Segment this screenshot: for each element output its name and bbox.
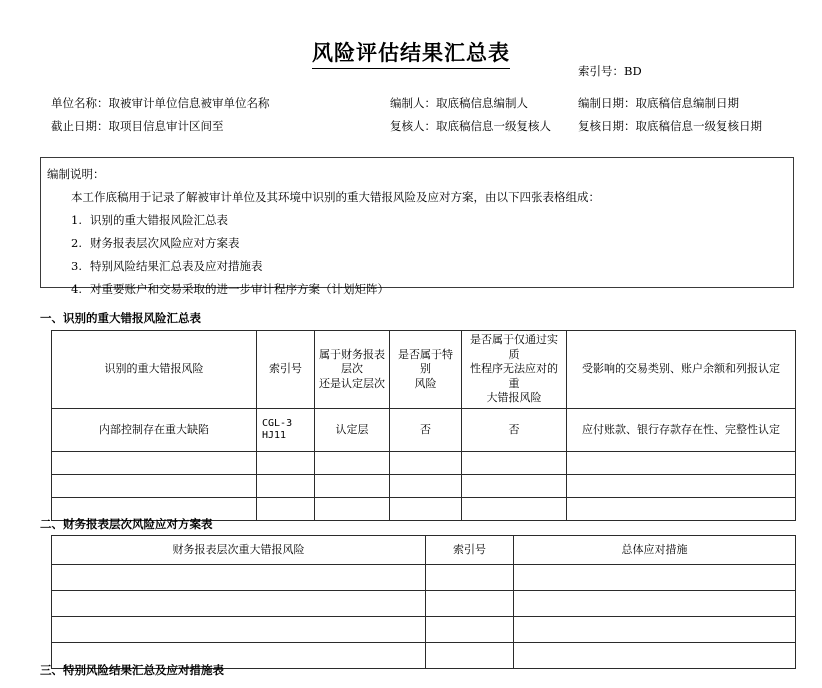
review-date-field: 复核日期：取底稿信息一级复核日期 — [578, 119, 762, 133]
item-number-4: 4. — [71, 282, 82, 296]
preparer-field: 编制人：取底稿信息编制人 — [390, 96, 528, 110]
fs-level-response-table — [51, 535, 796, 669]
col-header-special-risk-line2: 风险 — [414, 376, 437, 390]
preparation-note-item-2 — [71, 235, 793, 251]
table-row — [52, 565, 796, 591]
preparation-note-box — [40, 157, 794, 296]
col-header-substantive-only-line3: 大错报风险 — [486, 391, 542, 404]
col-header-affected: 受影响的交易类别、账户余额和列报认定 — [567, 331, 796, 409]
cell-special-risk[interactable] — [390, 497, 462, 520]
table-header-row — [52, 331, 796, 409]
cell-substantive-only[interactable] — [462, 474, 567, 497]
col-header-risk: 识别的重大错报风险 — [52, 331, 257, 409]
table-row — [52, 408, 796, 451]
cell-affected[interactable] — [567, 497, 796, 520]
cell-level[interactable] — [315, 451, 390, 474]
item-number-1: 1. — [71, 213, 82, 227]
cell-index-line2: HJ11 — [262, 429, 287, 441]
cell-special-risk[interactable] — [390, 474, 462, 497]
preparation-note-heading: 编制说明： — [47, 167, 105, 181]
reviewer-field: 复核人：取底稿信息一级复核人 — [390, 119, 551, 133]
identified-risks-table — [51, 330, 796, 521]
preparation-note-item-3 — [71, 258, 793, 274]
cell-level[interactable]: 认定层 — [315, 408, 390, 451]
deadline-field: 截止日期：取项目信息审计区间至 — [51, 119, 224, 133]
cell-fs-risk[interactable] — [52, 591, 426, 617]
cell-substantive-only[interactable] — [462, 451, 567, 474]
col-header-level-line3: 还是认定层次 — [319, 376, 385, 390]
cell-overall-measure[interactable] — [514, 617, 796, 643]
page-title: 风险评估结果汇总表 — [312, 40, 510, 69]
col-header-special-risk-line1: 是否属于特别 — [398, 347, 453, 375]
title-row — [0, 40, 822, 69]
cell-overall-measure[interactable] — [514, 643, 796, 669]
cell-fs-risk[interactable] — [52, 617, 426, 643]
item-number-3: 3. — [71, 259, 82, 273]
col-header-substantive-only-line1: 是否属于仅通过实质 — [470, 333, 558, 361]
item-text-3: 特别风险结果汇总表及应对措施表 — [90, 259, 263, 273]
item-number-2: 2. — [71, 236, 82, 250]
table-row — [52, 591, 796, 617]
col-header-fs-risk: 财务报表层次重大错报风险 — [52, 536, 426, 565]
col-header-index: 索引号 — [257, 331, 315, 409]
cell-index[interactable] — [426, 617, 514, 643]
cell-special-risk[interactable] — [390, 451, 462, 474]
cell-affected[interactable] — [567, 474, 796, 497]
col-header-index: 索引号 — [426, 536, 514, 565]
cell-special-risk[interactable]: 否 — [390, 408, 462, 451]
col-header-substantive-only-line2: 性程序无法应对的重 — [470, 362, 558, 390]
col-header-level — [315, 331, 390, 409]
cell-index[interactable] — [257, 474, 315, 497]
document-index-number: 索引号：BD — [578, 64, 642, 78]
item-text-2: 财务报表层次风险应对方案表 — [90, 236, 240, 250]
item-text-4: 对重要账户和交易采取的进一步审计程序方案（计划矩阵） — [90, 282, 389, 296]
section-2-heading: 二、财务报表层次风险应对方案表 — [40, 517, 213, 531]
cell-affected[interactable]: 应付账款、银行存款存在性、完整性认定 — [567, 408, 796, 451]
meta-row-2 — [0, 115, 822, 138]
cell-index[interactable] — [426, 643, 514, 669]
cell-index[interactable] — [257, 408, 315, 451]
table-header-row — [52, 536, 796, 565]
cell-overall-measure[interactable] — [514, 591, 796, 617]
cell-index-line1: CGL-3 — [262, 417, 293, 429]
cell-fs-risk[interactable] — [52, 565, 426, 591]
table-row — [52, 474, 796, 497]
cell-substantive-only[interactable]: 否 — [462, 408, 567, 451]
preparation-note-item-4 — [71, 281, 793, 297]
item-text-1: 识别的重大错报风险汇总表 — [90, 213, 228, 227]
cell-risk[interactable]: 内部控制存在重大缺陷 — [52, 408, 257, 451]
cell-index[interactable] — [257, 497, 315, 520]
meta-row-1 — [0, 92, 822, 115]
cell-index[interactable] — [426, 565, 514, 591]
preparation-note-item-1 — [71, 212, 793, 228]
preparation-note-lead: 本工作底稿用于记录了解被审计单位及其环境中识别的重大错报风险及应对方案，由以下四张表格组成： — [71, 190, 600, 204]
table-row — [52, 617, 796, 643]
cell-risk[interactable] — [52, 474, 257, 497]
col-header-level-line2: 层次 — [341, 362, 363, 375]
cell-substantive-only[interactable] — [462, 497, 567, 520]
cell-level[interactable] — [315, 497, 390, 520]
cell-index[interactable] — [426, 591, 514, 617]
col-header-overall-measure: 总体应对措施 — [514, 536, 796, 565]
meta-header — [0, 92, 822, 138]
cell-index[interactable] — [257, 451, 315, 474]
cell-overall-measure[interactable] — [514, 565, 796, 591]
unit-name-field: 单位名称：取被审计单位信息被审单位名称 — [51, 96, 270, 110]
prepare-date-field: 编制日期：取底稿信息编制日期 — [578, 96, 739, 110]
col-header-special-risk — [390, 331, 462, 409]
table-row — [52, 451, 796, 474]
cell-level[interactable] — [315, 474, 390, 497]
section-3-heading: 三、特别风险结果汇总及应对措施表 — [40, 663, 224, 677]
col-header-substantive-only — [462, 331, 567, 409]
cell-affected[interactable] — [567, 451, 796, 474]
section-1-heading: 一、识别的重大错报风险汇总表 — [40, 311, 201, 325]
cell-risk[interactable] — [52, 451, 257, 474]
col-header-level-line1: 属于财务报表 — [319, 347, 385, 361]
